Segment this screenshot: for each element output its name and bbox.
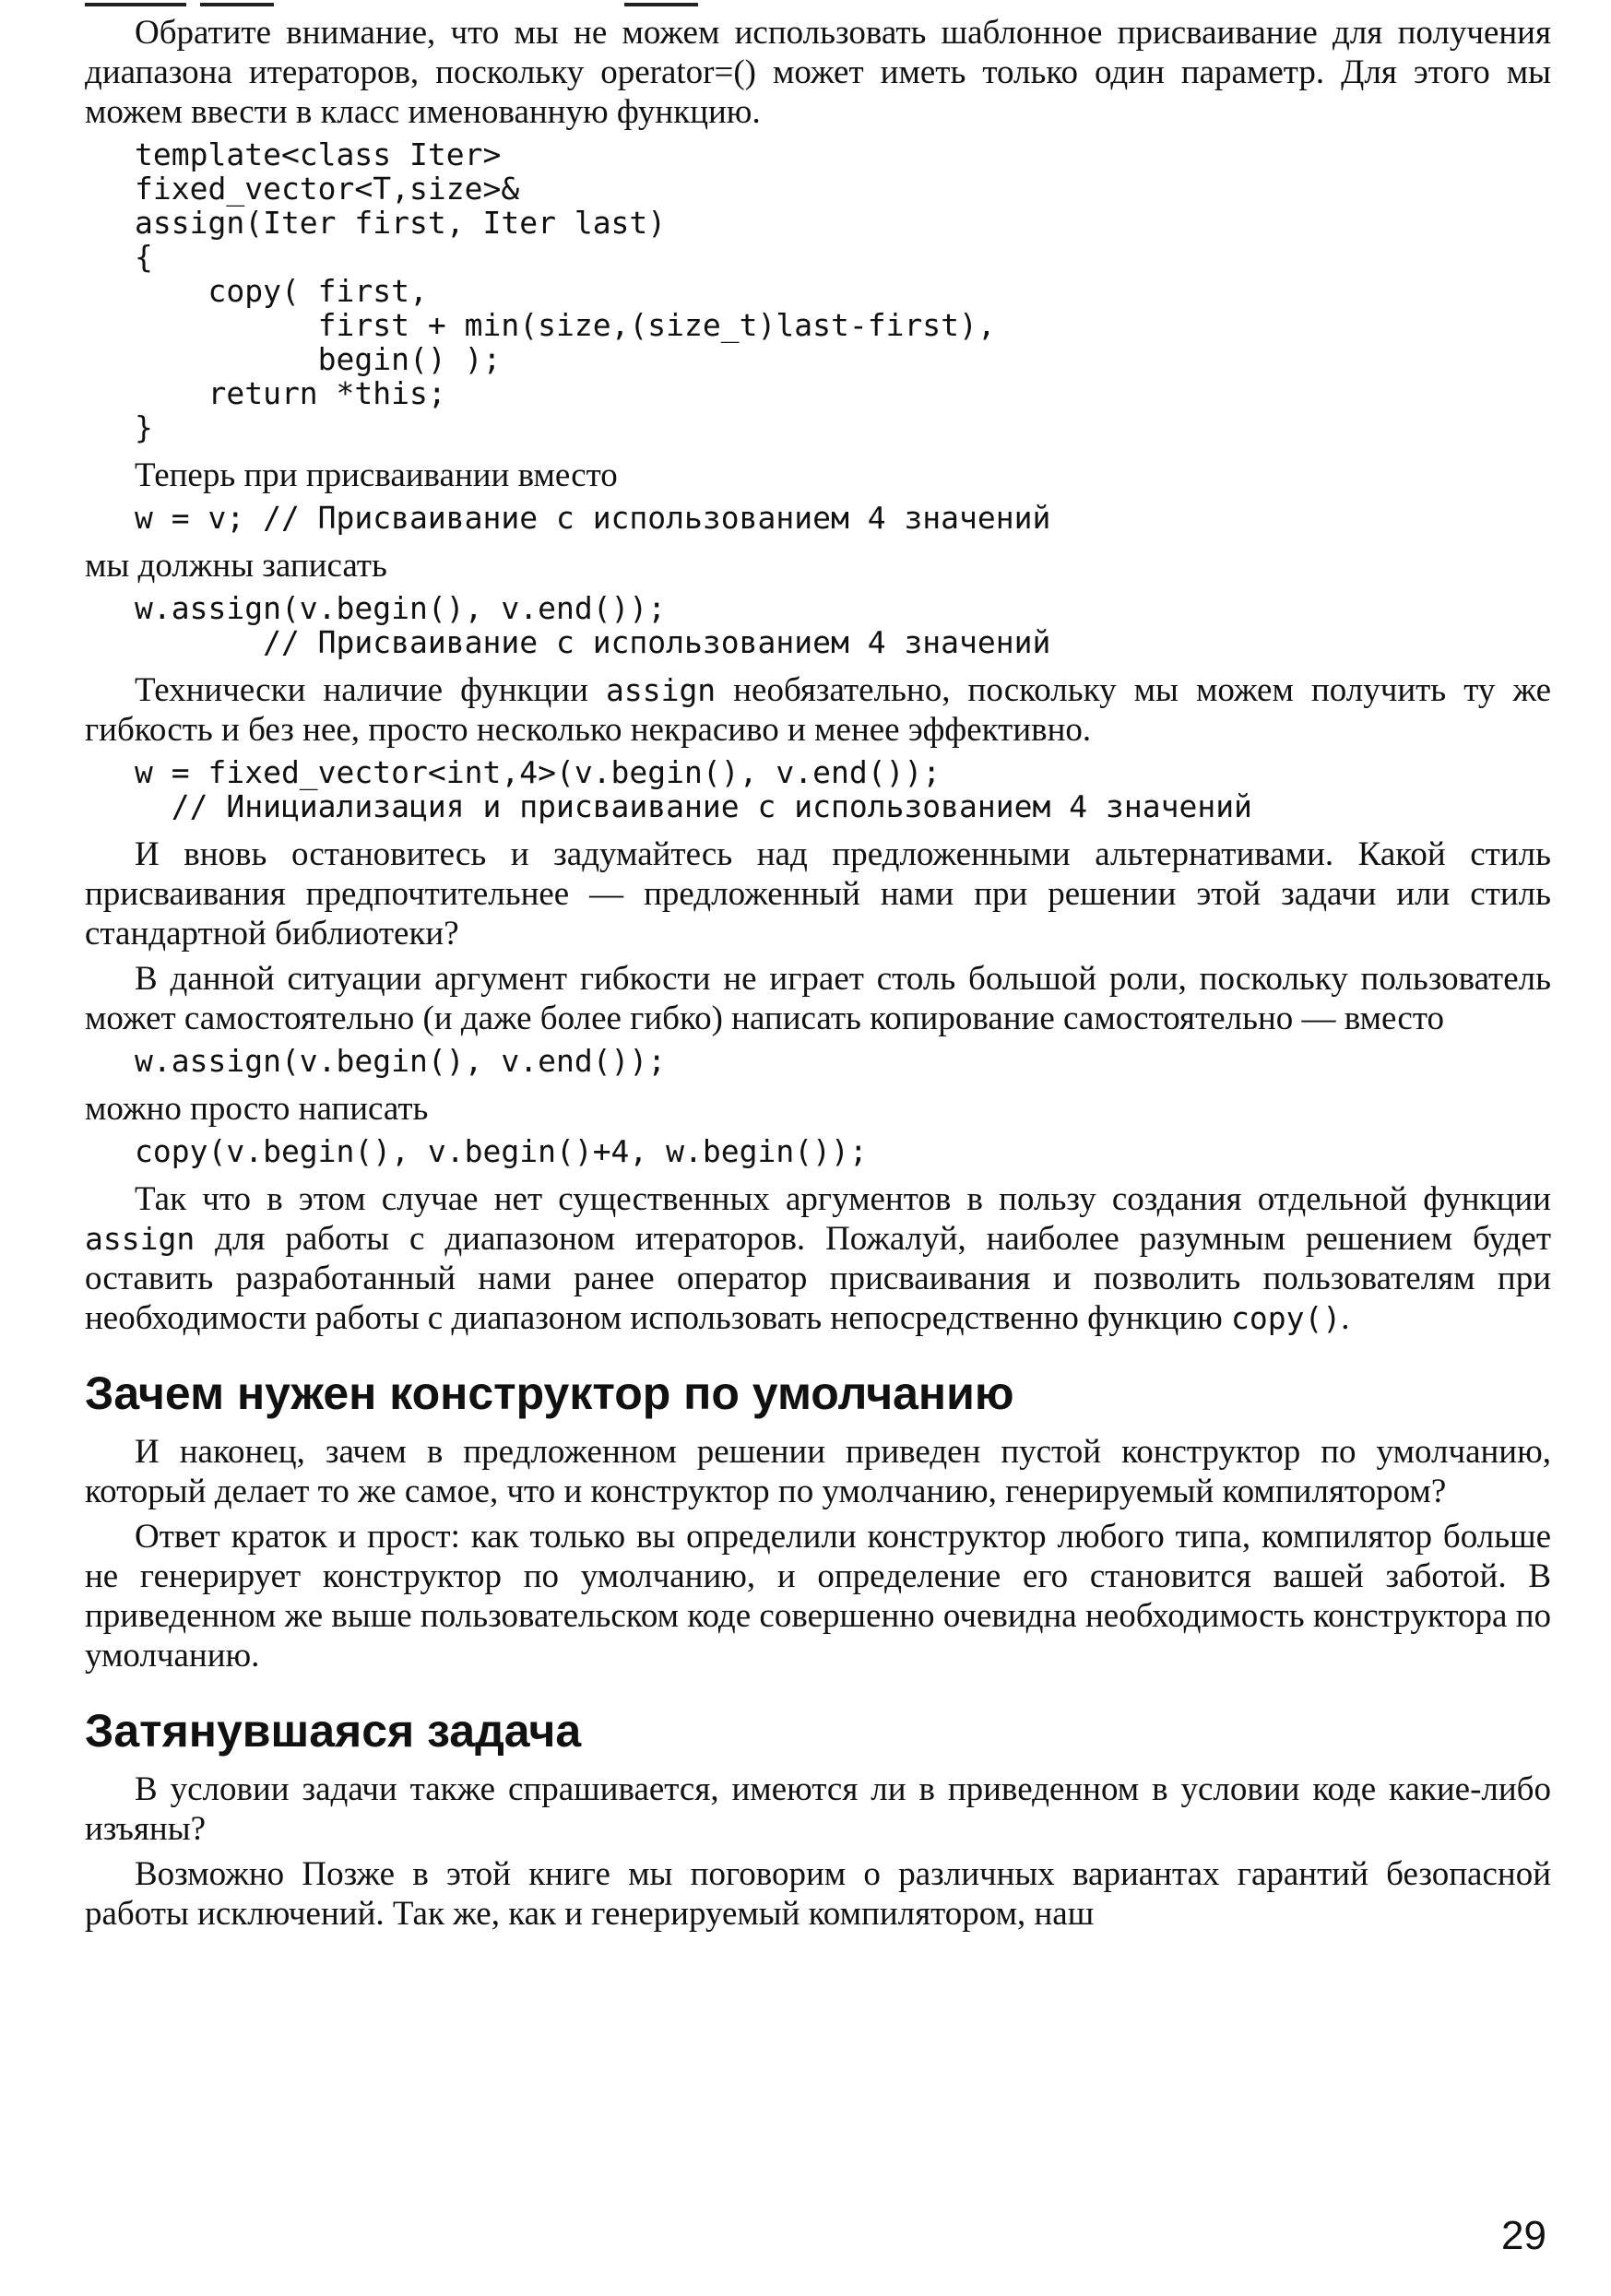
paragraph: [85, 1179, 1551, 1338]
paragraph: Обратите внимание, что мы не можем использовать шаблонное присваивание для получения диапазона итераторов, поскольку operator=() может иметь только один параметр. Для этого мы можем ввести в класс именованную функцию.: [85, 14, 1551, 131]
paragraph: можно просто написать: [85, 1090, 429, 1128]
paragraph: Возможно Позже в этой книге мы поговорим о различных вариантах гарантий безопасной работы исключений. Так же, как и генерируемый компилятором, наш: [85, 1855, 1551, 1933]
paragraph: И вновь остановитесь и задумайтесь над предложенными альтернативами. Какой стиль присваивания предпочтительнее — предложенный нами при решении этой задачи или стиль стандартной библиотеки?: [85, 835, 1551, 953]
text-run: необязательно, поскольку мы можем получить ту же гибкость и без нее, просто несколько некрасиво и менее эффективно.: [85, 671, 1551, 749]
paragraph: Ответ краток и прост: как только вы определили конструктор любого типа, компилятор больше не генерирует конструктор по умолчанию, и определение его становится вашей заботой. В приведенном же выше пользовательском коде совершенно очевидна необходимость конструктора по умолчанию.: [85, 1518, 1551, 1675]
paragraph: В условии задачи также спрашивается, имеются ли в приведенном в условии коде какие-либо изъяны?: [85, 1770, 1551, 1848]
inline-code: assign: [605, 672, 717, 708]
paragraph: И наконец, зачем в предложенном решении приведен пустой конструктор по умолчанию, который делает то же самое, что и конструктор по умолчанию, генерируемый компилятором?: [85, 1433, 1551, 1510]
code-block: copy(v.begin(), v.begin()+4, w.begin());: [135, 1133, 868, 1169]
top-scan-marks: [85, 0, 730, 9]
code-block: w = v; // Присваивание с использованием 4 значений: [135, 500, 1051, 536]
code-block: w = fixed_vector<int,4>(v.begin(), v.end()); // Инициализация и присваивание с использованием 4 значений: [135, 754, 1252, 824]
paragraph: [85, 670, 1551, 750]
page-number: 29: [1501, 2213, 1546, 2258]
code-block: w.assign(v.begin(), v.end());: [135, 1043, 667, 1079]
paragraph: Теперь при присваивании вместо: [135, 456, 618, 494]
paragraph: мы должны записать: [85, 547, 387, 585]
section-heading: Зачем нужен конструктор по умолчанию: [85, 1367, 1014, 1419]
inline-code: copy(): [1231, 1300, 1342, 1336]
paragraph: В данной ситуации аргумент гибкости не играет столь большой роли, поскольку пользователь может самостоятельно (и даже более гибко) написать копирование самостоятельно — вместо: [85, 960, 1551, 1037]
code-block: w.assign(v.begin(), v.end()); // Присваивание с использованием 4 значений: [135, 590, 1051, 660]
text-run: .: [1341, 1299, 1350, 1337]
book-page: [85, 13, 1551, 1939]
inline-code: assign: [85, 1221, 195, 1257]
section-heading: Затянувшаяся задача: [85, 1705, 582, 1757]
code-block: template<class Iter> fixed_vector<T,size>& assign(Iter first, Iter last) { copy( first, first + min(size,(size_t)last-first), begin() ); return *this; }: [135, 136, 996, 445]
text-run: Технически наличие функции: [135, 671, 606, 709]
text-run: для работы с диапазоном итераторов. Пожалуй, наиболее разумным решением будет оставить разработанный нами ранее оператор присваивания и позволить пользователям при необходимости работы с диапазоном использовать непосредственно функцию: [85, 1220, 1551, 1337]
text-run: Так что в этом случае нет существенных аргументов в пользу создания отдельной функции: [135, 1180, 1551, 1218]
